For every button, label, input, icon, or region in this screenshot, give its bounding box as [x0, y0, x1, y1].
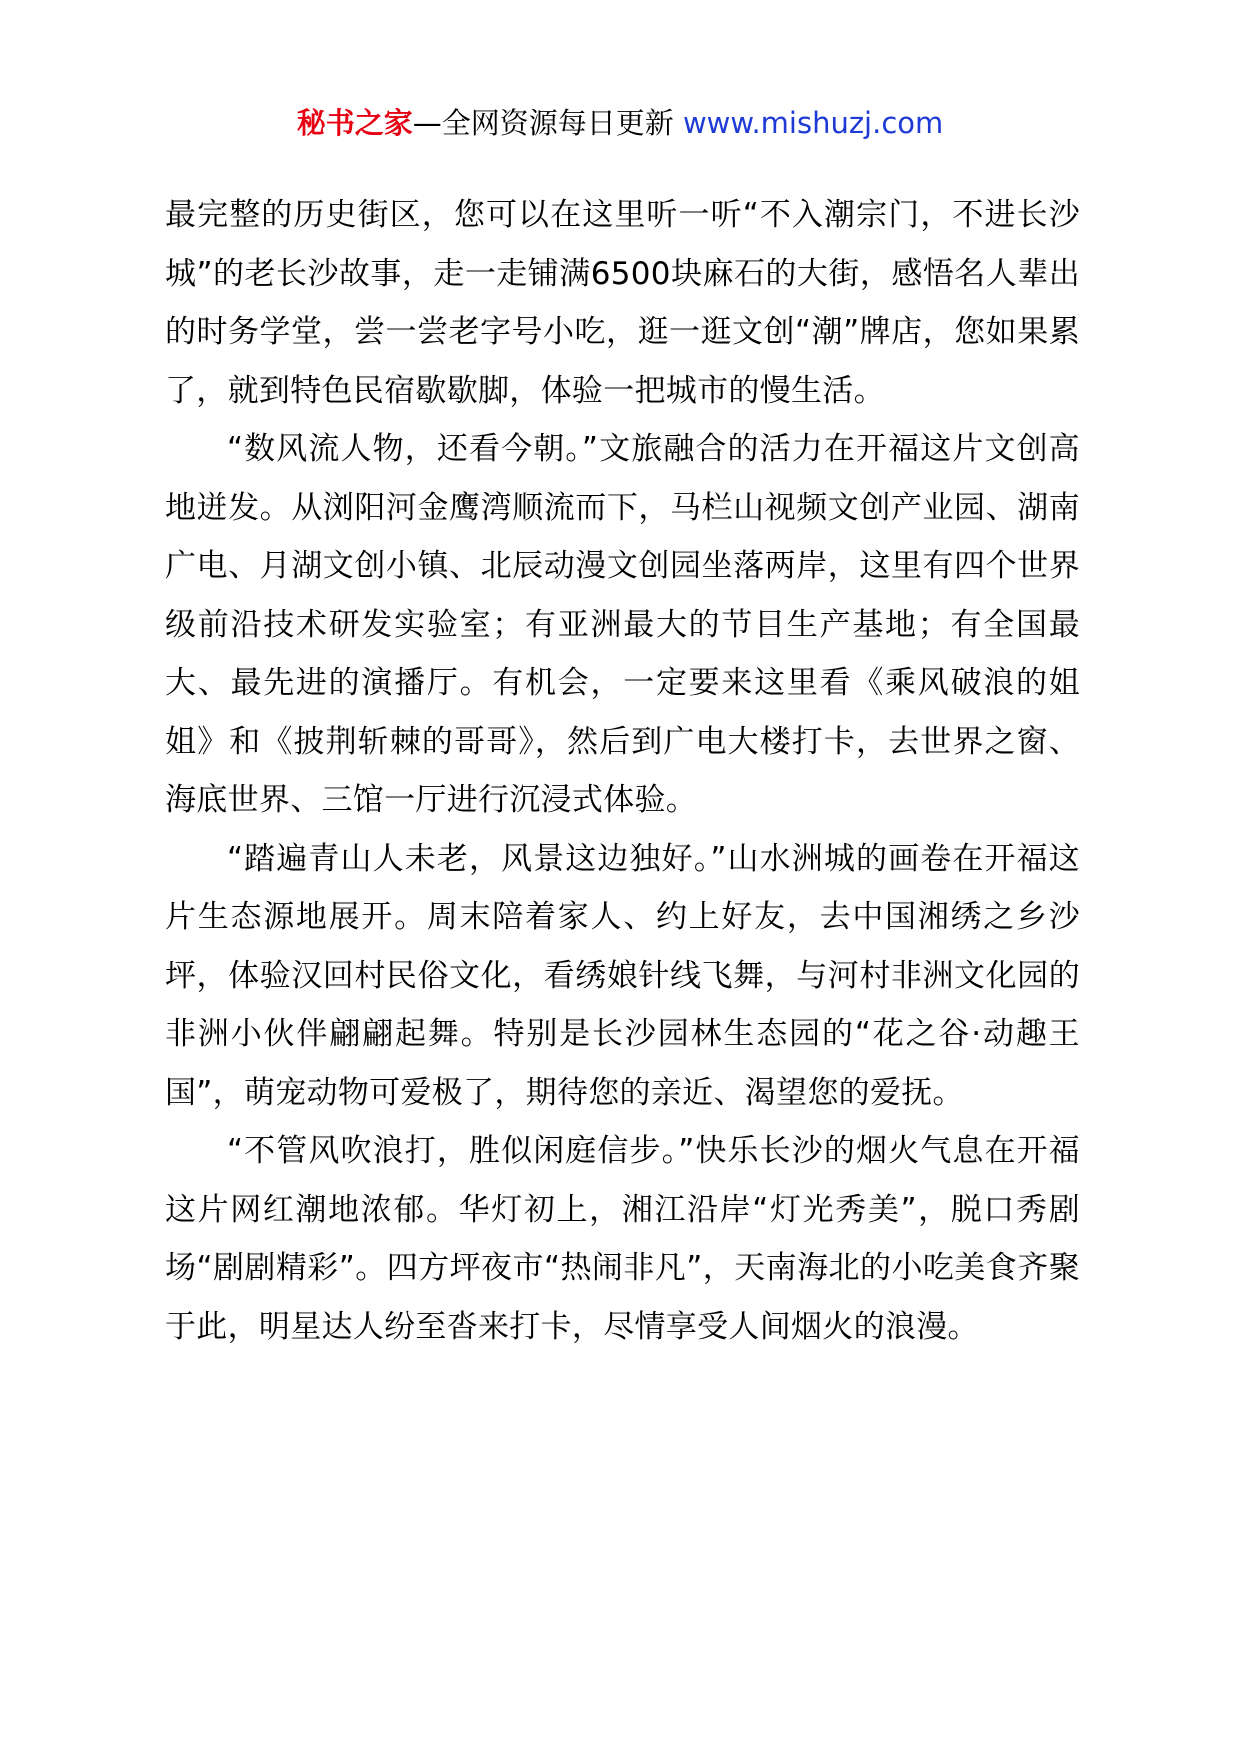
- page-header: [0, 98, 1240, 148]
- header-tagline: —全网资源每日更新: [412, 106, 683, 140]
- paragraph-nightlife: “不管风吹浪打，胜似闲庭信步。”快乐长沙的烟火气息在开福这片网红潮地浓郁。华灯初上，湘江沿岸“灯光秀美”，脱口秀剧场“剧剧精彩”。四方坪夜市“热闹非凡”，天南海北的小吃美食齐聚于此，明星达人纷至沓来打卡，尽情享受人间烟火的浪漫。: [165, 1133, 1080, 1345]
- document-body: [165, 186, 1080, 1356]
- paragraph-continued: 最完整的历史街区，您可以在这里听一听“不入潮宗门，不进长沙城”的老长沙故事，走一走铺满6500块麻石的大街，感悟名人辈出的时务学堂，尝一尝老字号小吃，逛一逛文创“潮”牌店，您如果累了，就到特色民宿歇歇脚，体验一把城市的慢生活。: [165, 197, 1080, 409]
- paragraph-cultural-creative: “数风流人物，还看今朝。”文旅融合的活力在开福这片文创高地迸发。从浏阳河金鹰湾顺流而下，马栏山视频文创产业园、湖南广电、月湖文创小镇、北辰动漫文创园坐落两岸，这里有四个世界级前沿技术研发实验室；有亚洲最大的节目生产基地；有全国最大、最先进的演播厅。有机会，一定要来这里看《乘风破浪的姐姐》和《披荆斩棘的哥哥》，然后到广电大楼打卡，去世界之窗、海底世界、三馆一厅进行沉浸式体验。: [165, 431, 1080, 818]
- website-url[interactable]: www.mishuzj.com: [682, 106, 944, 140]
- paragraph-ecology: “踏遍青山人未老，风景这边独好。”山水洲城的画卷在开福这片生态源地展开。周末陪着家人、约上好友，去中国湘绣之乡沙坪，体验汉回村民俗文化，看绣娘针线飞舞，与河村非洲文化园的非洲小伙伴翩翩起舞。特别是长沙园林生态园的“花之谷·动趣王国”，萌宠动物可爱极了，期待您的亲近、渴望您的爱抚。: [165, 840, 1080, 1111]
- brand-name: 秘书之家: [296, 106, 413, 140]
